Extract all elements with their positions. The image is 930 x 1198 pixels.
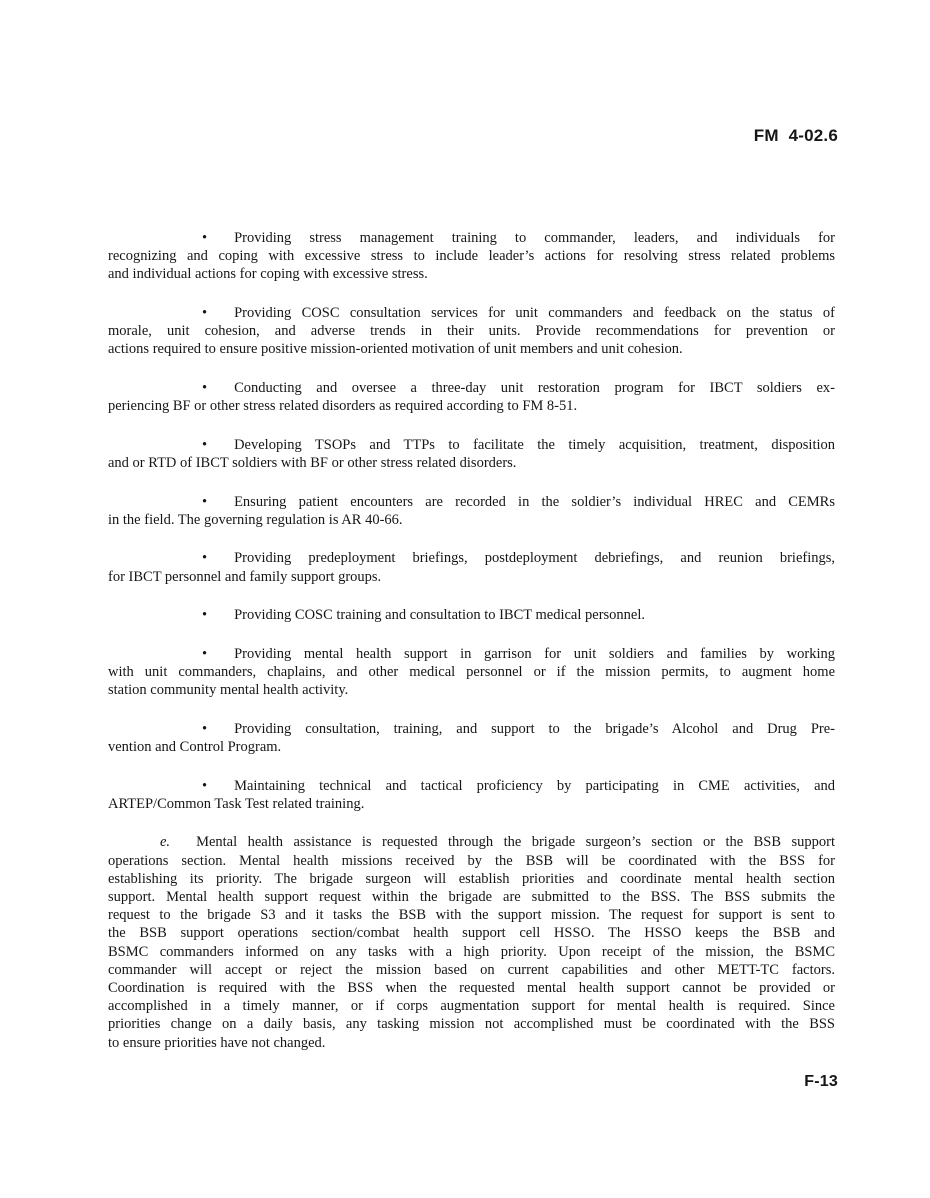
text-line: station community mental health activity. [108,682,349,699]
text-line: BSMC commanders informed on any tasks with a high priority. Upon receipt of the mission, the BSMC [108,943,835,960]
text-line: • Providing predeployment briefings, postdeployment debriefings, and reunion briefings, [202,550,835,567]
paragraph-label: e. [160,834,171,851]
text-line: • Providing stress management training to commander, leaders, and individuals for [202,230,835,246]
bullet-paragraph [108,379,835,415]
text-line: • Providing COSC training and consultation to IBCT medical personnel. [202,607,646,624]
text-line: with unit commanders, chaplains, and other medical personnel or if the mission permits, to augment home [108,663,835,680]
text-line: actions required to ensure positive mission-oriented motivation of unit members and unit cohesion. [108,341,683,358]
text-line: Coordination is required with the BSS when the requested mental health support cannot be provided or [108,980,835,996]
text-line: periencing BF or other stress related disorders as required according to FM 8-51. [108,398,578,415]
text-line: for IBCT personnel and family support groups. [108,568,382,585]
page-footer [0,1073,838,1091]
text-line: and individual actions for coping with excessive stress. [108,266,428,283]
lettered-paragraph [108,833,835,1051]
text-line: • Developing TSOPs and TTPs to facilitate the timely acquisition, treatment, disposition [202,436,835,453]
bullet-paragraph [108,549,835,585]
bullet-icon: • [202,720,208,737]
text-line: morale, unit cohesion, and adverse trends in their units. Provide recommendations for prevention or [108,323,835,340]
text-line: • Conducting and oversee a three-day unit restoration program for IBCT soldiers ex- [202,380,835,396]
bullet-paragraph [108,606,835,624]
text-line: and or RTD of IBCT soldiers with BF or other stress related disorders. [108,455,517,471]
text-line: commander will accept or reject the mission based on current capabilities and other METT-TC factors. [108,961,835,978]
document-number: FM 4-02.6 [753,126,838,145]
bullet-icon: • [202,230,208,246]
text-line: e. Mental health assistance is requested through the brigade surgeon’s section or the BSB support [160,834,835,851]
text-line: accomplished in a timely manner, or if corps augmentation support for mental health is required. Since [108,998,835,1015]
text-line: the BSB support operations section/combat health support cell HSSO. The HSSO keeps the BSB and [108,925,835,942]
text-line: ARTEP/Common Task Test related training. [108,795,365,812]
page-number: F-13 [804,1073,838,1090]
text-line: to ensure priorities have not changed. [108,1034,326,1051]
bullet-icon: • [202,645,208,662]
bullet-paragraph [108,436,835,472]
bullet-icon: • [202,493,208,510]
text-line: in the field. The governing regulation is AR 40-66. [108,511,403,528]
bullet-paragraph [108,645,835,700]
text-line: • Providing COSC consultation services for unit commanders and feedback on the status of [202,305,835,321]
bullet-paragraph [108,493,835,529]
text-line: • Providing consultation, training, and support to the brigade’s Alcohol and Drug Pre- [202,720,835,737]
page-header [0,106,838,166]
bullet-paragraph [108,720,835,756]
bullet-icon: • [202,380,208,396]
text-line: • Providing mental health support in garrison for unit soldiers and families by working [202,645,835,662]
bullet-paragraph [108,304,835,359]
text-line: • Ensuring patient encounters are recorded in the soldier’s individual HREC and CEMRs [202,493,835,510]
bullet-icon: • [202,305,208,321]
text-line: priorities change on a daily basis, any tasking mission not accomplished must be coordinated with the BSS [108,1016,835,1033]
text-line: establishing its priority. The brigade surgeon will establish priorities and coordinate mental health section [108,870,835,887]
bullet-paragraph [108,777,835,813]
bullet-icon: • [202,607,208,624]
text-line: vention and Control Program. [108,738,282,755]
bullet-icon: • [202,777,208,794]
bullet-icon: • [202,550,208,567]
bullet-paragraph [108,229,835,284]
document-body [108,229,835,1072]
bullet-icon: • [202,436,208,453]
text-line: recognizing and coping with excessive stress to include leader’s actions for resolving stress related problems [108,248,835,265]
text-line: • Maintaining technical and tactical proficiency by participating in CME activities, and [202,777,835,794]
text-line: operations section. Mental health missions received by the BSB will be coordinated with the BSS for [108,852,835,869]
text-line: request to the brigade S3 and it tasks the BSB with the support mission. The request for support is sent to [108,907,835,924]
text-line: support. Mental health support request within the brigade are submitted to the BSS. The BSS submits the [108,888,835,905]
